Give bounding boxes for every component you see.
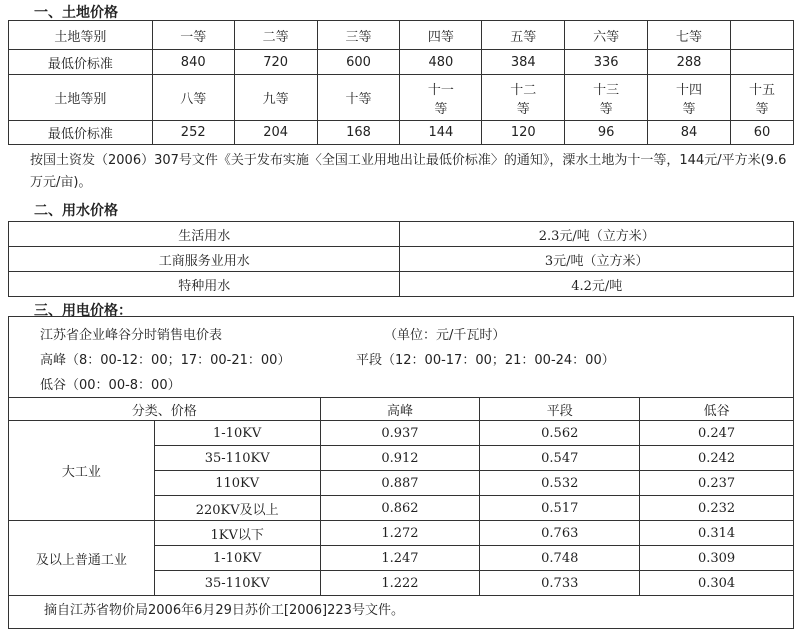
- peak-cell: 0.887: [320, 471, 480, 496]
- power-row: [9, 421, 794, 446]
- flat-cell: 0.547: [480, 446, 640, 471]
- price-cell: [731, 50, 794, 75]
- flat-cell: 0.517: [480, 496, 640, 521]
- grade-cell: 十一 等: [400, 75, 482, 121]
- price-cell: 600: [317, 50, 400, 75]
- valley-cell: 0.309: [640, 546, 794, 571]
- power-header-row: [9, 398, 794, 421]
- water-row: [9, 272, 794, 297]
- power-table-title: 江苏省企业峰谷分时销售电价表: [40, 328, 223, 343]
- grade-cell: 六等: [565, 21, 648, 50]
- grade-cell: 九等: [234, 75, 317, 121]
- water-type: 工商服务业用水: [9, 247, 400, 272]
- grade-cell: 三等: [317, 21, 400, 50]
- voltage-cell: 35-110KV: [154, 446, 320, 471]
- price-cell: 720: [234, 50, 317, 75]
- peak-cell: 1.222: [320, 571, 480, 596]
- power-row: [9, 521, 794, 546]
- price-cell: 84: [648, 121, 731, 145]
- land-price-row-2: [9, 121, 794, 145]
- row-label: 土地等别: [9, 75, 153, 121]
- power-source-note: 摘自江苏省物价局2006年6月29日苏价工[2006]223号文件。: [44, 603, 404, 618]
- land-grade-row-2: [9, 75, 794, 121]
- peak-cell: 0.937: [320, 421, 480, 446]
- valley-cell: 0.314: [640, 521, 794, 546]
- price-cell: 120: [482, 121, 565, 145]
- grade-cell: 二等: [234, 21, 317, 50]
- power-unit: （单位：元/千瓦时）: [384, 328, 506, 343]
- valley-time: 低谷（00：00-8：00）: [40, 378, 181, 393]
- price-cell: 288: [648, 50, 731, 75]
- price-cell: 336: [565, 50, 648, 75]
- peak-cell: 0.862: [320, 496, 480, 521]
- group-general-industry: 及以上普通工业: [9, 521, 155, 596]
- voltage-cell: 220KV及以上: [154, 496, 320, 521]
- valley-cell: 0.247: [640, 421, 794, 446]
- group-large-industry: 大工业: [9, 421, 155, 521]
- row-label: 最低价标准: [9, 121, 153, 145]
- flat-cell: 0.562: [480, 421, 640, 446]
- flat-cell: 0.763: [480, 521, 640, 546]
- price-cell: 480: [400, 50, 482, 75]
- water-price: 4.2元/吨: [400, 272, 794, 297]
- voltage-cell: 110KV: [154, 471, 320, 496]
- header-flat: 平段: [480, 398, 640, 421]
- price-cell: 60: [731, 121, 794, 145]
- flat-cell: 0.748: [480, 546, 640, 571]
- land-price-row-1: [9, 50, 794, 75]
- header-peak: 高峰: [320, 398, 480, 421]
- grade-cell: 十四 等: [648, 75, 731, 121]
- valley-cell: 0.242: [640, 446, 794, 471]
- voltage-cell: 1-10KV: [154, 421, 320, 446]
- grade-cell: 四等: [400, 21, 482, 50]
- land-price-table: [8, 20, 794, 145]
- grade-cell: 十等: [317, 75, 400, 121]
- price-cell: 144: [400, 121, 482, 145]
- water-type: 生活用水: [9, 222, 400, 247]
- row-label: 土地等别: [9, 21, 153, 50]
- water-type: 特种用水: [9, 272, 400, 297]
- voltage-cell: 1-10KV: [154, 546, 320, 571]
- header-category: 分类、价格: [9, 398, 321, 421]
- price-cell: 384: [482, 50, 565, 75]
- valley-cell: 0.232: [640, 496, 794, 521]
- price-cell: 204: [234, 121, 317, 145]
- section-heading-power: 三、用电价格：: [34, 303, 132, 319]
- grade-cell: 十三 等: [565, 75, 648, 121]
- grade-cell: [731, 21, 794, 50]
- price-cell: 96: [565, 121, 648, 145]
- grade-cell: 十二 等: [482, 75, 565, 121]
- row-label: 最低价标准: [9, 50, 153, 75]
- voltage-cell: 1KV以下: [154, 521, 320, 546]
- power-price-table: [8, 397, 794, 596]
- section-heading-land: 一、土地价格: [34, 5, 118, 21]
- grade-cell: 十五 等: [731, 75, 794, 121]
- peak-cell: 0.912: [320, 446, 480, 471]
- price-cell: 168: [317, 121, 400, 145]
- water-row: [9, 247, 794, 272]
- water-row: [9, 222, 794, 247]
- voltage-cell: 35-110KV: [154, 571, 320, 596]
- flat-cell: 0.733: [480, 571, 640, 596]
- grade-cell: 七等: [648, 21, 731, 50]
- peak-cell: 1.272: [320, 521, 480, 546]
- water-price: 3元/吨（立方米）: [400, 247, 794, 272]
- section-heading-water: 二、用水价格: [34, 203, 118, 219]
- valley-cell: 0.237: [640, 471, 794, 496]
- grade-cell: 五等: [482, 21, 565, 50]
- land-note: 按国土资发（2006）307号文件《关于发布实施〈全国工业用地出让最低价标准〉的通知》，溧水土地为十一等，144元/平方米(9.6万元/亩)。: [30, 153, 787, 190]
- price-cell: 252: [152, 121, 234, 145]
- price-cell: 840: [152, 50, 234, 75]
- peak-time: 高峰（8：00-12：00；17：00-21：00）: [40, 353, 291, 368]
- land-grade-row-1: [9, 21, 794, 50]
- flat-time: 平段（12：00-17：00；21：00-24：00）: [356, 353, 615, 368]
- grade-cell: 八等: [152, 75, 234, 121]
- water-price: 2.3元/吨（立方米）: [400, 222, 794, 247]
- peak-cell: 1.247: [320, 546, 480, 571]
- grade-cell: 一等: [152, 21, 234, 50]
- water-price-table: [8, 221, 794, 297]
- valley-cell: 0.304: [640, 571, 794, 596]
- flat-cell: 0.532: [480, 471, 640, 496]
- header-valley: 低谷: [640, 398, 794, 421]
